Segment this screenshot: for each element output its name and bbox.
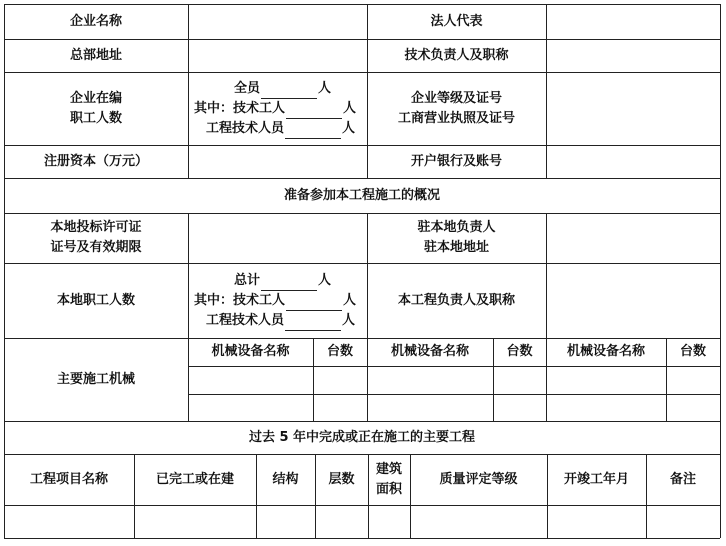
staff-label bbox=[4, 72, 188, 145]
staff-tech-blank bbox=[286, 105, 342, 119]
staff-total-line bbox=[194, 79, 331, 99]
dates-header: 开竣工年月 bbox=[563, 471, 629, 487]
quality-header: 质量评定等级 bbox=[439, 471, 518, 487]
local-tech-blank bbox=[286, 297, 342, 311]
local-staff-label: 本地职工人数 bbox=[56, 292, 135, 308]
staff-tech-label: 其中：技术工人 bbox=[194, 100, 286, 116]
local-eng-unit: 人 bbox=[342, 312, 356, 328]
local-manager-label bbox=[367, 213, 546, 263]
structure-header: 结构 bbox=[272, 471, 299, 487]
local-tech-unit: 人 bbox=[343, 292, 357, 308]
grade-cert-label bbox=[367, 72, 546, 145]
local-total-label: 总计 bbox=[234, 272, 261, 288]
grade-cert-line2: 工商营业执照及证号 bbox=[397, 110, 515, 126]
bank-label: 开户银行及账号 bbox=[410, 153, 502, 169]
local-section-title: 准备参加本工程施工的概况 bbox=[283, 187, 440, 203]
rule bbox=[720, 4, 721, 538]
machinery-label: 主要施工机械 bbox=[56, 371, 135, 387]
machine-count-header-1: 台数 bbox=[326, 344, 353, 359]
area-header-line2: 面积 bbox=[375, 481, 402, 497]
local-total-blank bbox=[261, 277, 317, 291]
staff-tech-line bbox=[194, 99, 356, 119]
rule bbox=[4, 505, 720, 506]
staff-eng-label: 工程技术人员 bbox=[206, 120, 285, 136]
local-eng-line bbox=[194, 311, 355, 331]
staff-total-blank bbox=[261, 85, 317, 99]
status-header: 已完工或在建 bbox=[155, 471, 234, 487]
project-lead-label: 本工程负责人及职称 bbox=[397, 292, 515, 308]
staff-label-line2: 职工人数 bbox=[69, 110, 122, 126]
staff-total-unit: 人 bbox=[318, 80, 332, 96]
local-total-unit: 人 bbox=[318, 272, 332, 288]
rule bbox=[4, 538, 720, 539]
grade-cert-line1: 企业等级及证号 bbox=[410, 90, 502, 106]
tech-lead-label: 技术负责人及职称 bbox=[404, 47, 509, 63]
hq-address-label: 总部地址 bbox=[69, 47, 122, 63]
local-manager-line1: 驻本地负责人 bbox=[417, 220, 496, 235]
rule bbox=[188, 366, 720, 367]
reg-capital-label: 注册资本（万元） bbox=[43, 153, 148, 169]
bid-permit-label bbox=[4, 213, 188, 263]
bid-permit-line2: 证号及有效期限 bbox=[50, 240, 142, 255]
area-header-line1: 建筑 bbox=[375, 461, 402, 477]
staff-eng-line bbox=[194, 119, 355, 139]
machine-name-header-3: 机械设备名称 bbox=[566, 344, 645, 359]
machine-count-header-2: 台数 bbox=[506, 344, 533, 359]
staff-label-line1: 企业在编 bbox=[69, 90, 122, 106]
company-name-label: 企业名称 bbox=[69, 13, 122, 29]
rule bbox=[546, 4, 547, 178]
bid-permit-line1: 本地投标许可证 bbox=[50, 220, 142, 235]
local-eng-label: 工程技术人员 bbox=[206, 312, 285, 328]
remarks-header: 备注 bbox=[669, 471, 696, 487]
machine-name-header-2: 机械设备名称 bbox=[390, 344, 469, 359]
legal-rep-label: 法人代表 bbox=[430, 13, 483, 29]
rule bbox=[546, 213, 547, 421]
staff-tech-unit: 人 bbox=[343, 100, 357, 116]
local-tech-line bbox=[194, 291, 356, 311]
project-name-header: 工程项目名称 bbox=[29, 471, 108, 487]
machine-count-header-3: 台数 bbox=[679, 344, 706, 359]
machine-name-header-1: 机械设备名称 bbox=[211, 344, 290, 359]
floors-header: 层数 bbox=[328, 471, 355, 487]
local-manager-line2: 驻本地地址 bbox=[423, 240, 489, 255]
local-tech-label: 其中：技术工人 bbox=[194, 292, 286, 308]
area-header bbox=[368, 454, 410, 505]
local-total-line bbox=[194, 271, 331, 291]
local-staff-counts bbox=[188, 263, 367, 338]
local-eng-blank bbox=[285, 317, 341, 331]
rule bbox=[188, 394, 720, 395]
staff-eng-unit: 人 bbox=[342, 120, 356, 136]
staff-counts bbox=[188, 72, 367, 145]
staff-total-label: 全员 bbox=[234, 80, 261, 96]
staff-eng-blank bbox=[285, 125, 341, 139]
projects-section-title: 过去 5 年中完成或正在施工的主要工程 bbox=[248, 429, 476, 445]
